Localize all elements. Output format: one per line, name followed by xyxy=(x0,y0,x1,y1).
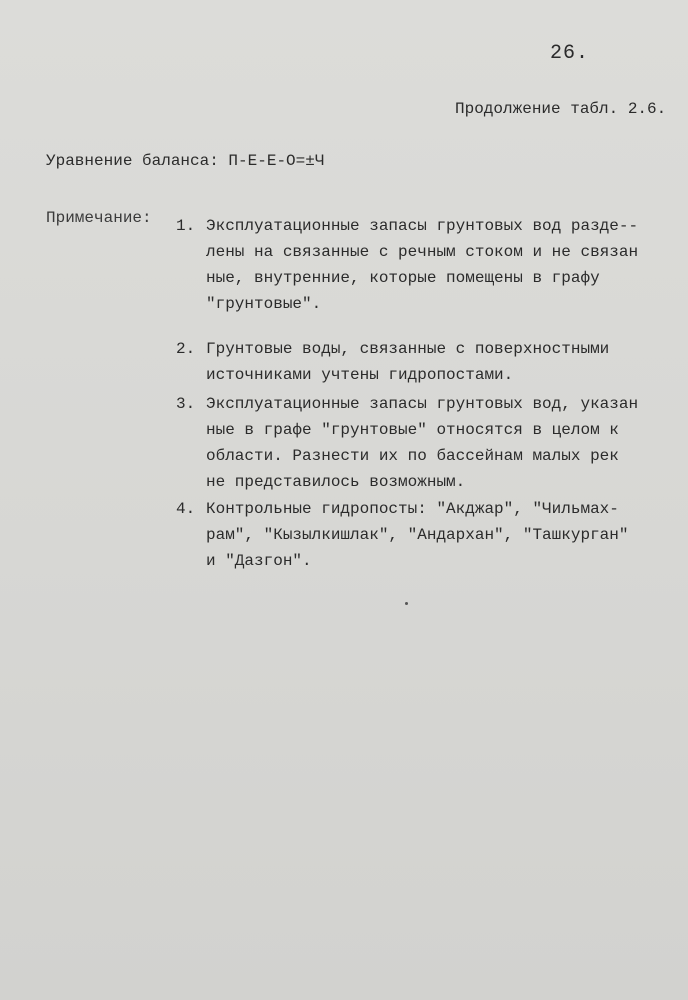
note-number: 3. xyxy=(176,395,196,413)
note-line: не представилось возможным. xyxy=(206,473,466,491)
note-item-4 xyxy=(176,496,628,574)
note-label: Примечание: xyxy=(46,209,152,227)
note-item-2 xyxy=(176,336,609,388)
note-line: и "Дазгон". xyxy=(206,552,312,570)
note-text: Грунтовые воды, связанные с поверхностными xyxy=(206,340,610,358)
note-number: 4. xyxy=(176,500,196,518)
note-line: рам", "Кызылкишлак", "Андархан", "Ташкурган" xyxy=(206,526,629,544)
note-item-3 xyxy=(176,391,638,495)
note-text: Контрольные гидропосты: "Акджар", "Чильмах- xyxy=(206,500,619,518)
note-item-1 xyxy=(176,213,638,317)
note-line xyxy=(176,391,638,417)
note-text: Эксплуатационные запасы грунтовых вод разде-- xyxy=(206,217,639,235)
note-line xyxy=(176,496,628,522)
balance-equation: Уравнение баланса: П-Е-Е-О=±Ч xyxy=(46,152,325,170)
paper-speck xyxy=(405,602,408,605)
note-line: лены на связанные с речным стоком и не связан xyxy=(206,243,639,261)
table-continuation-caption: Продолжение табл. 2.6. xyxy=(455,100,667,118)
note-number: 2. xyxy=(176,340,196,358)
note-line: источниками учтены гидропостами. xyxy=(206,366,514,384)
note-line: "грунтовые". xyxy=(206,295,322,313)
page-number: 26. xyxy=(550,42,590,65)
note-line: ные в графе "грунтовые" относятся в целом к xyxy=(206,421,619,439)
note-line: области. Разнести их по бассейнам малых рек xyxy=(206,447,619,465)
note-line: ные, внутренние, которые помещены в графу xyxy=(206,269,600,287)
note-line xyxy=(176,213,638,239)
note-line xyxy=(176,336,609,362)
note-text: Эксплуатационные запасы грунтовых вод, указан xyxy=(206,395,639,413)
note-number: 1. xyxy=(176,217,196,235)
